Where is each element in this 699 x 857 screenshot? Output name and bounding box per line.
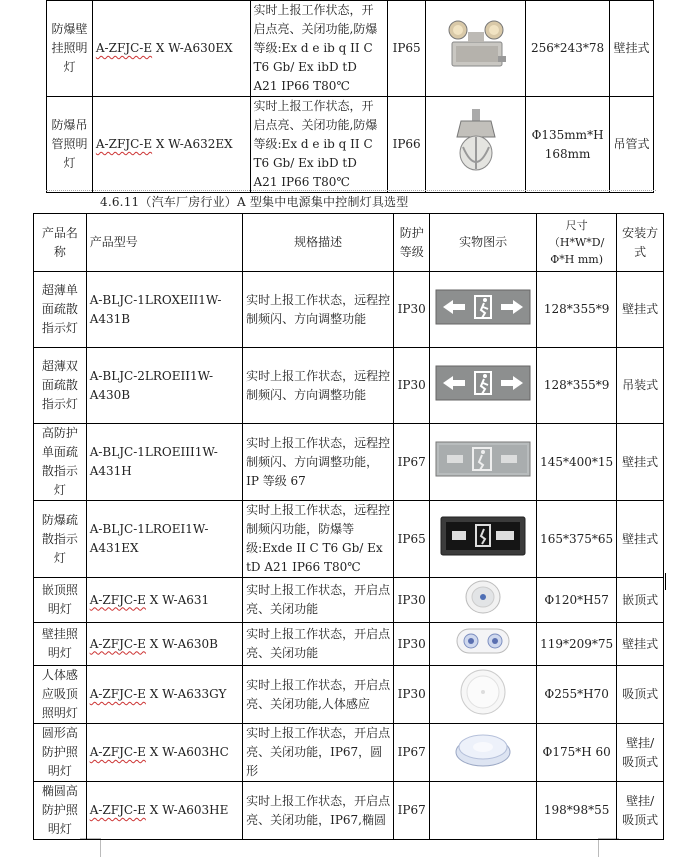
ip-rating: IP30 xyxy=(394,348,430,424)
model-suffix: X W-A630B xyxy=(145,636,218,651)
ip-rating: IP67 xyxy=(394,424,430,501)
install-method: 吊装式 xyxy=(617,348,664,424)
model-suffix: X W-A632EX xyxy=(152,137,233,151)
header-spec: 规格描述 xyxy=(243,214,394,272)
model-suffix: A-BLJC-1LROXEII1W-A431B xyxy=(89,292,222,326)
margin-mark-bottom-right xyxy=(598,838,619,857)
product-name: 高防护单面疏散指示灯 xyxy=(34,424,87,501)
product-model xyxy=(86,348,242,424)
dimensions: 145*400*15 xyxy=(537,424,617,501)
twin-head-explosion-proof-light-icon xyxy=(436,16,516,76)
model-prefix: A-ZFJC-E xyxy=(89,803,146,817)
dimensions: 119*209*75 xyxy=(537,623,617,666)
install-method: 壁挂式 xyxy=(617,424,664,501)
product-name: 壁挂照明灯 xyxy=(34,623,87,666)
install-method: 壁挂式 xyxy=(617,501,664,578)
table-row xyxy=(34,623,664,666)
product-name: 嵌顶照明灯 xyxy=(34,578,87,623)
product-image xyxy=(430,424,537,501)
dimensions: 128*355*9 xyxy=(537,348,617,424)
install-method: 吸顶式 xyxy=(617,666,664,724)
product-name: 防爆壁挂照明灯 xyxy=(47,1,93,97)
install-method: 壁挂/吸顶式 xyxy=(617,782,664,840)
install-method: 壁挂式 xyxy=(617,623,664,666)
product-image xyxy=(426,97,526,193)
product-name: 超薄双面疏散指示灯 xyxy=(34,348,87,424)
exit-sign-safety-icon xyxy=(435,441,531,477)
product-model xyxy=(86,578,242,623)
header-row xyxy=(34,214,664,272)
model-suffix: X W-A603HE xyxy=(145,803,229,817)
exit-sign-explosion-proof-icon xyxy=(440,516,526,556)
dimensions: 256*243*78 xyxy=(526,1,610,97)
model-prefix: A-ZFJC-E xyxy=(89,687,146,701)
install-method: 嵌顶式 xyxy=(617,578,664,623)
spec-description: 实时上报工作状态，开启点亮、关闭功能,人体感应 xyxy=(243,666,394,724)
exit-sign-double-arrow-icon xyxy=(435,365,531,401)
install-method: 吊管式 xyxy=(610,97,654,193)
header-size: 尺寸（H*W*D/Φ*H mm) xyxy=(537,214,617,272)
ip-rating: IP30 xyxy=(394,578,430,623)
model-prefix: A-ZFJC-E xyxy=(95,137,153,151)
dimensions: 128*355*9 xyxy=(537,272,617,348)
product-model xyxy=(86,501,242,578)
product-image xyxy=(430,272,537,348)
dimensions: 198*98*55 xyxy=(537,782,617,840)
model-prefix: A-ZFJC-E xyxy=(89,636,146,651)
model-suffix: A-BLJC-1LROEIII1W-A431H xyxy=(89,445,218,478)
table-row xyxy=(47,1,654,97)
table-row xyxy=(34,348,664,424)
install-method: 壁挂/吸顶式 xyxy=(617,724,664,782)
dotted-divider xyxy=(46,190,656,191)
top-table xyxy=(46,0,654,193)
table-row xyxy=(34,501,664,578)
product-model xyxy=(86,272,242,348)
dimensions: Φ135mm*H 168mm xyxy=(526,97,610,193)
ip-rating: IP30 xyxy=(394,666,430,724)
product-image xyxy=(430,724,537,782)
table-row xyxy=(34,272,664,348)
spec-description: 实时上报工作状态，开启点亮、关闭功能，IP67，圆形 xyxy=(243,724,394,782)
ip-rating: IP65 xyxy=(394,501,430,578)
product-image xyxy=(430,578,537,623)
spec-description: 实时上报工作状态，开启点亮、关闭功能,防爆等级:Ex d e ib q II C T6 Gb/ Ex ibD tD A21 IP66 T80℃ xyxy=(250,1,388,97)
spec-description: 实时上报工作状态，开启点亮、关闭功能 xyxy=(243,623,394,666)
section-caption: 4.6.11（汽车厂房行业）A 型集中电源集中控制灯具选型 xyxy=(100,195,409,209)
wall-twin-light-icon xyxy=(455,623,511,659)
model-suffix: X W-A630EX xyxy=(152,41,233,55)
product-model xyxy=(86,724,242,782)
product-name: 防爆吊管照明灯 xyxy=(47,97,93,193)
product-image xyxy=(430,623,537,666)
header-ip: 防护等级 xyxy=(394,214,430,272)
ip-rating: IP67 xyxy=(394,724,430,782)
pendant-explosion-proof-light-icon xyxy=(451,107,501,177)
product-image xyxy=(426,1,526,97)
table-row xyxy=(47,97,654,193)
recessed-downlight-icon xyxy=(463,578,503,616)
ip-rating: IP67 xyxy=(394,782,430,840)
header-install: 安装方式 xyxy=(617,214,664,272)
table-row xyxy=(34,782,664,840)
ip-rating: IP65 xyxy=(388,1,426,97)
product-image xyxy=(430,501,537,578)
product-model xyxy=(92,1,250,97)
spec-description: 实时上报工作状态，远程控制频闪、方向调整功能 xyxy=(243,348,394,424)
model-suffix: X W-A603HC xyxy=(145,745,229,759)
text-cursor xyxy=(665,573,666,590)
product-model xyxy=(86,782,242,840)
header-name: 产品名称 xyxy=(34,214,87,272)
model-suffix: X W-A631 xyxy=(145,592,210,607)
install-method: 壁挂式 xyxy=(610,1,654,97)
product-name: 人体感应吸顶照明灯 xyxy=(34,666,87,724)
ip-rating: IP66 xyxy=(388,97,426,193)
model-prefix: A-ZFJC-E xyxy=(95,41,153,55)
exit-sign-double-arrow-icon xyxy=(435,289,531,325)
table-row xyxy=(34,724,664,782)
product-image xyxy=(430,666,537,724)
model-prefix: A-ZFJC-E xyxy=(89,745,146,759)
model-suffix: X W-A633GY xyxy=(145,687,227,701)
install-method: 壁挂式 xyxy=(617,272,664,348)
table-row xyxy=(34,578,664,623)
round-high-protection-light-icon xyxy=(454,730,512,770)
product-image xyxy=(430,782,537,840)
header-image: 实物图示 xyxy=(430,214,537,272)
product-model xyxy=(86,666,242,724)
main-table xyxy=(33,213,664,840)
ip-rating: IP30 xyxy=(394,272,430,348)
header-model: 产品型号 xyxy=(86,214,242,272)
product-model xyxy=(92,97,250,193)
product-name: 圆形高防护照明灯 xyxy=(34,724,87,782)
product-model xyxy=(86,424,242,501)
table-row xyxy=(34,424,664,501)
product-image xyxy=(430,348,537,424)
product-name: 椭圆高防护照明灯 xyxy=(34,782,87,840)
product-name: 防爆疏散指示灯 xyxy=(34,501,87,578)
table-row xyxy=(34,666,664,724)
dimensions: Φ175*H 60 xyxy=(537,724,617,782)
product-name: 超薄单面疏散指示灯 xyxy=(34,272,87,348)
spec-description: 实时上报工作状态，远程控制频闪功能，防爆等级:Exde II C T6 Gb/ Ex tD A21 IP66 T80℃ xyxy=(243,501,394,578)
model-suffix: A-BLJC-1LROEI1W-A431EX xyxy=(89,522,209,555)
model-prefix: A-ZFJC-E xyxy=(89,592,146,607)
margin-mark-bottom-left xyxy=(80,838,101,857)
spec-description: 实时上报工作状态，开启点亮、关闭功能，IP67,椭圆 xyxy=(243,782,394,840)
dimensions: 165*375*65 xyxy=(537,501,617,578)
spec-description: 实时上报工作状态，开启点亮、关闭功能,防爆等级:Ex d e ib q II C T6 Gb/ Ex ibD tD A21 IP66 T80℃ xyxy=(250,97,388,193)
product-model xyxy=(86,623,242,666)
model-suffix: A-BLJC-2LROEII1W-A430B xyxy=(89,368,214,402)
ip-rating: IP30 xyxy=(394,623,430,666)
spec-description: 实时上报工作状态，远程控制频闪、方向调整功能，IP 等级 67 xyxy=(243,424,394,501)
dimensions: Φ120*H57 xyxy=(537,578,617,623)
ceiling-round-light-icon xyxy=(458,668,508,716)
spec-description: 实时上报工作状态，远程控制频闪、方向调整功能 xyxy=(243,272,394,348)
spec-description: 实时上报工作状态，开启点亮、关闭功能 xyxy=(243,578,394,623)
dimensions: Φ255*H70 xyxy=(537,666,617,724)
